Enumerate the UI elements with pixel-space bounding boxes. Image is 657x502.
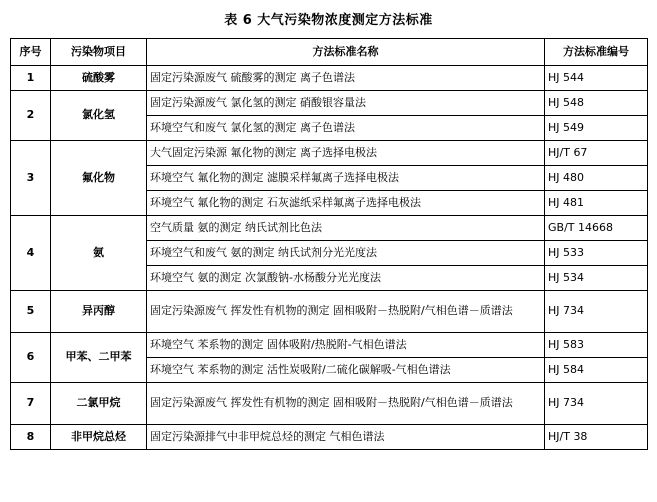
cell-method-code: HJ 583 bbox=[545, 333, 648, 358]
table-row bbox=[11, 66, 648, 91]
cell-no: 8 bbox=[11, 425, 51, 450]
cell-method-code: HJ 549 bbox=[545, 116, 648, 141]
table-row bbox=[11, 291, 648, 333]
cell-method-code: HJ/T 67 bbox=[545, 141, 648, 166]
cell-no: 3 bbox=[11, 141, 51, 216]
cell-method-code: HJ 734 bbox=[545, 291, 648, 333]
cell-method-code: HJ 534 bbox=[545, 266, 648, 291]
table-row bbox=[11, 141, 648, 166]
cell-item: 二氯甲烷 bbox=[51, 383, 147, 425]
cell-no: 5 bbox=[11, 291, 51, 333]
table-row bbox=[11, 425, 648, 450]
cell-method-code: GB/T 14668 bbox=[545, 216, 648, 241]
cell-method-code: HJ 584 bbox=[545, 358, 648, 383]
table-body bbox=[11, 66, 648, 450]
cell-method-name: 空气质量 氨的测定 纳氏试剂比色法 bbox=[147, 216, 545, 241]
cell-no: 6 bbox=[11, 333, 51, 383]
table-row bbox=[11, 383, 648, 425]
cell-no: 7 bbox=[11, 383, 51, 425]
cell-item: 氟化物 bbox=[51, 141, 147, 216]
cell-method-code: HJ 734 bbox=[545, 383, 648, 425]
table-row bbox=[11, 91, 648, 116]
cell-method-name: 固定污染源废气 挥发性有机物的测定 固相吸附－热脱附/气相色谱－质谱法 bbox=[147, 383, 545, 425]
column-header-code: 方法标准编号 bbox=[545, 39, 648, 66]
cell-method-name: 环境空气 氟化物的测定 滤膜采样氟离子选择电极法 bbox=[147, 166, 545, 191]
cell-item: 非甲烷总烃 bbox=[51, 425, 147, 450]
cell-method-name: 环境空气 苯系物的测定 活性炭吸附/二硫化碳解吸-气相色谱法 bbox=[147, 358, 545, 383]
cell-method-code: HJ 481 bbox=[545, 191, 648, 216]
table-header-row bbox=[11, 39, 648, 66]
cell-method-code: HJ/T 38 bbox=[545, 425, 648, 450]
cell-item: 氯化氢 bbox=[51, 91, 147, 141]
cell-item: 氨 bbox=[51, 216, 147, 291]
cell-method-code: HJ 548 bbox=[545, 91, 648, 116]
column-header-no: 序号 bbox=[11, 39, 51, 66]
cell-item: 硫酸雾 bbox=[51, 66, 147, 91]
cell-method-code: HJ 533 bbox=[545, 241, 648, 266]
cell-item: 甲苯、二甲苯 bbox=[51, 333, 147, 383]
cell-method-name: 环境空气 氨的测定 次氯酸钠-水杨酸分光光度法 bbox=[147, 266, 545, 291]
cell-no: 2 bbox=[11, 91, 51, 141]
cell-method-name: 固定污染源排气中非甲烷总烃的测定 气相色谱法 bbox=[147, 425, 545, 450]
cell-no: 1 bbox=[11, 66, 51, 91]
table-row bbox=[11, 333, 648, 358]
cell-no: 4 bbox=[11, 216, 51, 291]
table-row bbox=[11, 216, 648, 241]
cell-method-name: 固定污染源废气 硫酸雾的测定 离子色谱法 bbox=[147, 66, 545, 91]
cell-method-name: 环境空气和废气 氨的测定 纳氏试剂分光光度法 bbox=[147, 241, 545, 266]
cell-method-name: 环境空气和废气 氯化氢的测定 离子色谱法 bbox=[147, 116, 545, 141]
cell-item: 异丙醇 bbox=[51, 291, 147, 333]
cell-method-code: HJ 544 bbox=[545, 66, 648, 91]
cell-method-code: HJ 480 bbox=[545, 166, 648, 191]
column-header-item: 污染物项目 bbox=[51, 39, 147, 66]
cell-method-name: 环境空气 苯系物的测定 固体吸附/热脱附-气相色谱法 bbox=[147, 333, 545, 358]
cell-method-name: 固定污染源废气 氯化氢的测定 硝酸银容量法 bbox=[147, 91, 545, 116]
standards-table bbox=[10, 38, 648, 450]
cell-method-name: 固定污染源废气 挥发性有机物的测定 固相吸附－热脱附/气相色谱－质谱法 bbox=[147, 291, 545, 333]
cell-method-name: 大气固定污染源 氟化物的测定 离子选择电极法 bbox=[147, 141, 545, 166]
page-title: 表 6 大气污染物浓度测定方法标准 bbox=[224, 13, 433, 28]
column-header-name: 方法标准名称 bbox=[147, 39, 545, 66]
cell-method-name: 环境空气 氟化物的测定 石灰滤纸采样氟离子选择电极法 bbox=[147, 191, 545, 216]
